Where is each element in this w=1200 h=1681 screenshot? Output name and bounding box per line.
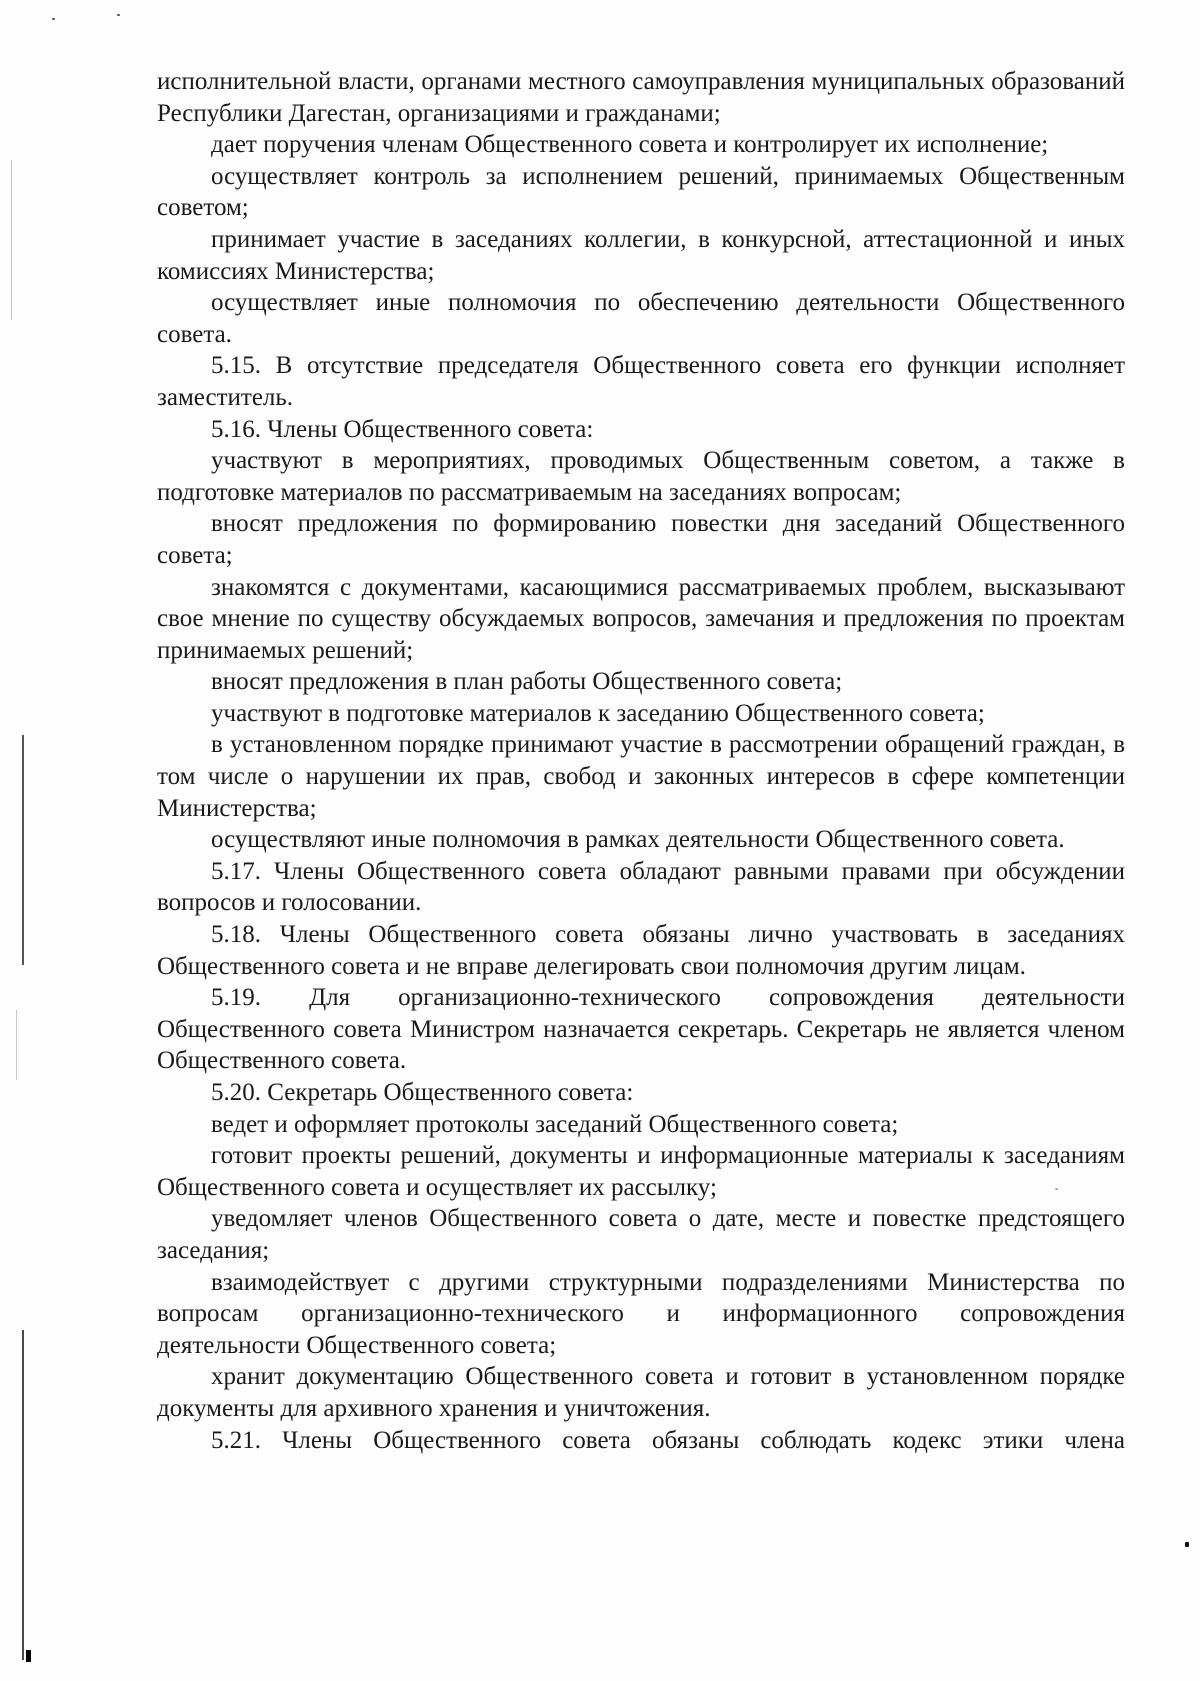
paragraph: 5.21. Члены Общественного совета обязаны соблюдать кодекс этики члена [211,1426,1125,1454]
paragraph: дает поручения членам Общественного совета и контролирует их исполнение; [211,131,1049,159]
paragraph: уведомляет членов Общественного совета о дате, месте и повестке предстоящего заседания; [157,1205,1125,1264]
paragraph: 5.16. Члены Общественного совета: [211,415,594,443]
paragraph: принимает участие в заседаниях коллегии, в конкурсной, аттестационной и иных комиссиях Министерства; [157,225,1125,285]
paragraph: осуществляет иные полномочия по обеспечению деятельности Общественного совета. [157,289,1125,348]
paragraph: 5.17. Члены Общественного совета обладают равными правами при обсуждении вопросов и голосовании. [157,857,1125,917]
paragraph: взаимодействует с другими структурными подразделениями Министерства по вопросам организационно-технического и информационного сопровождения деятельности Общественного совета; [157,1268,1125,1359]
document-body [157,66,1125,1456]
scan-artifact-line [22,1330,24,1660]
paragraph: готовит проекты решений, документы и информационные материалы к заседаниям Общественного совета и осуществляет их рассылку; [157,1142,1125,1201]
paragraph: осуществляет контроль за исполнением решений, принимаемых Общественным советом; [157,162,1125,222]
paragraph: знакомятся с документами, касающимися рассматриваемых проблем, высказывают свое мнение по существу обсуждаемых вопросов, замечания и предложения по проектам принимаемых решений; [157,573,1125,664]
paragraph: участвуют в мероприятиях, проводимых Общественным советом, а также в подготовке материалов по рассматриваемым на заседаниях вопросам; [157,447,1125,506]
paragraph: 5.20. Секретарь Общественного совета: [211,1079,634,1106]
paragraph: хранит документацию Общественного совета и готовит в установленном порядке документы для архивного хранения и уничтожения. [157,1363,1125,1422]
scan-artifact-line [22,735,24,965]
paragraph: вносят предложения в план работы Общественного совета; [211,668,843,696]
scan-artifact-line [11,160,12,320]
scan-speck [1185,1542,1189,1547]
scan-artifact-mark [26,1650,31,1662]
scan-speck [52,18,55,20]
paragraph: вносят предложения по формированию повестки дня заседаний Общественного совета; [157,510,1125,569]
paragraph: в установленном порядке принимают участие в рассмотрении обращений граждан, в том числе о нарушении их прав, свобод и законных интересов в сфере компетенции Министерства; [157,731,1125,822]
paragraph: ведет и оформляет протоколы заседаний Общественного совета; [211,1110,899,1138]
paragraph: 5.15. В отсутствие председателя Общественного совета его функции исполняет заместитель. [157,352,1125,411]
scan-artifact-line [16,1010,17,1080]
paragraph: исполнительной власти, органами местного самоуправления муниципальных образований Республики Дагестан, организациями и гражданами; [157,68,1125,127]
scan-speck [117,14,120,16]
paragraph: осуществляют иные полномочия в рамках деятельности Общественного совета. [211,826,1065,854]
paragraph: 5.18. Члены Общественного совета обязаны лично участвовать в заседаниях Общественного совета и не вправе делегировать свои полномочия другим лицам. [157,921,1125,980]
paragraph: 5.19. Для организационно-технического сопровождения деятельности Общественного совета Министром назначается секретарь. Секретарь не является членом Общественного совета. [157,984,1125,1075]
paragraph: участвуют в подготовке материалов к заседанию Общественного совета; [211,699,985,727]
